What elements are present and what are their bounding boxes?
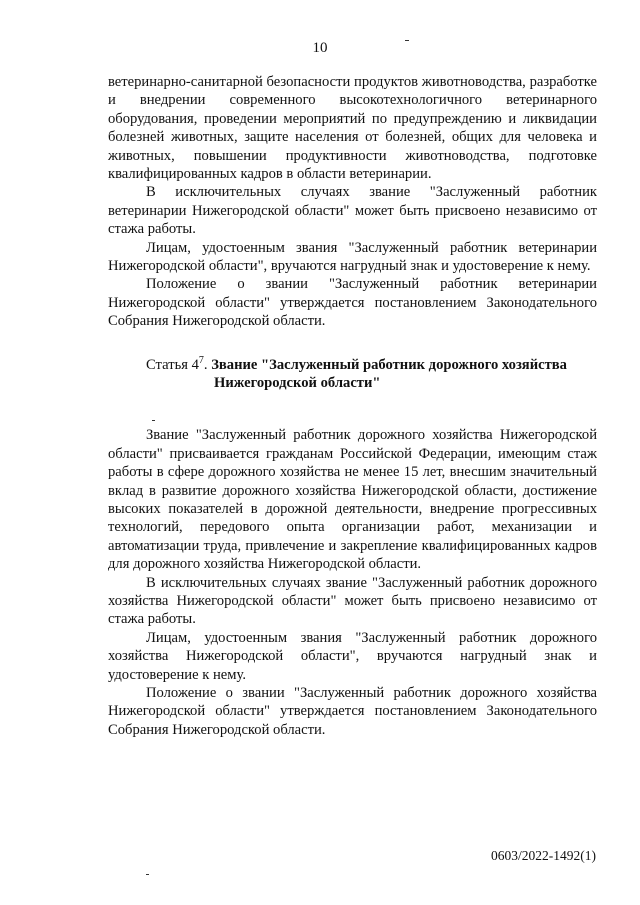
paragraph-veterinary-continuation: ветеринарно-санитарной безопасности продуктов животноводства, разработке и внедрении современного высокотехнологичного ветеринарного оборудования, проведении мероприятий по предупреждению и ликвидации болезней животных, защите населения от болезней, общих для человека и животных, повышении продуктивности животноводства, подготовке квалифицированных кадров в области ветеринарии. [108, 74, 597, 183]
scan-speck [405, 40, 409, 41]
document-body [108, 73, 597, 739]
article-heading: Статья $4^7$. Звание "Заслуженный работник дорожного хозяйства Нижегородской области" [146, 352, 597, 393]
article-number-superscript: 7 [198, 354, 204, 366]
paragraph-veterinary-award: Лицам, удостоенным звания "Заслуженный работник ветеринарии Нижегородской области", вручаются нагрудный знак и удостоверение к нему. [108, 239, 597, 275]
scan-speck [152, 420, 155, 421]
paragraph-road-regulation: Положение о звании "Заслуженный работник дорожного хозяйства Нижегородской области" утверждается постановлением Законодательного Собрания Нижегородской области. [108, 685, 597, 738]
page-number: 10 [312, 40, 328, 56]
paragraph-road-definition: Звание "Заслуженный работник дорожного хозяйства Нижегородской области" присваивается гражданам Российской Федерации, имеющим стаж работы в сфере дорожного хозяйства не менее 15 лет, внесшим значительный вклад в развитие дорожного хозяйства Нижегородской области, достижение высоких показателей в дорожной деятельности, внедрение прогрессивных технологий, передового опыта организации работ, механизации и автоматизации труда, привлечение и закрепление квалифицированных кадров для дорожного хозяйства Нижегородской области. [108, 427, 597, 573]
article-title-line1: Звание "Заслуженный работник дорожного хозяйства [211, 356, 567, 373]
article-number: Статья 4 [146, 356, 199, 373]
paragraph-veterinary-regulation: Положение о звании "Заслуженный работник ветеринарии Нижегородской области" утверждается постановлением Законодательного Собрания Нижегородской области. [108, 276, 597, 330]
article-title-line2: Нижегородской области" [214, 374, 381, 391]
paragraph-road-exception: В исключительных случаях звание "Заслуженный работник дорожного хозяйства Нижегородской области" может быть присвоено независимо от стажа работы. [108, 574, 597, 628]
document-code: 0603/2022-1492(1) [491, 848, 596, 863]
scan-speck [146, 874, 149, 875]
paragraph-road-award: Лицам, удостоенным звания "Заслуженный работник дорожного хозяйства Нижегородской области", вручаются нагрудный знак и удостоверение к нему. [108, 629, 597, 683]
section-spacer [108, 392, 597, 426]
paragraph-veterinary-exception: В исключительных случаях звание "Заслуженный работник ветеринарии Нижегородской области" может быть присвоено независимо от стажа работы. [108, 184, 597, 238]
